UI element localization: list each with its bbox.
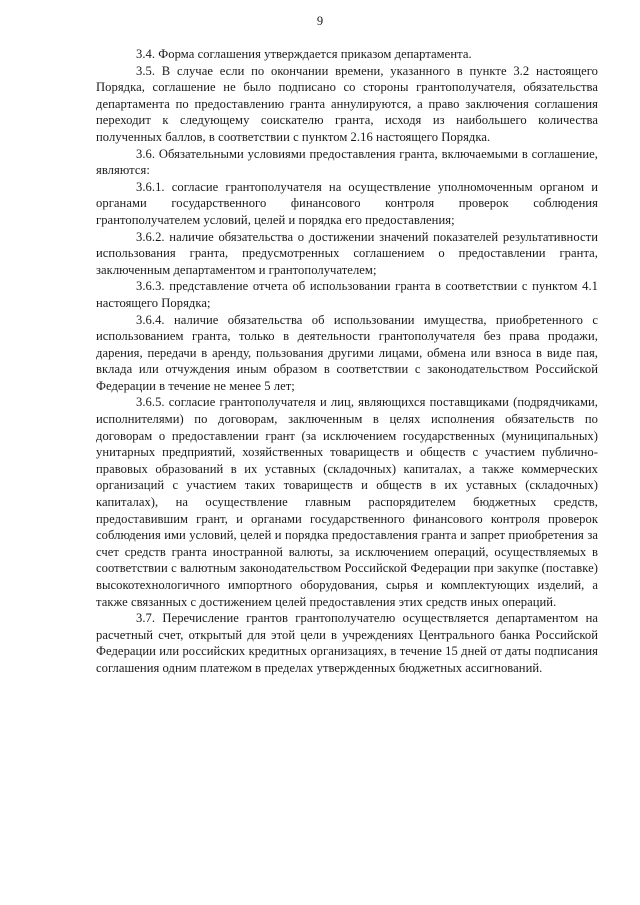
paragraph-3-6-3: 3.6.3. представление отчета об использовании гранта в соответствии с пунктом 4.1 настоящего Порядка;	[96, 279, 598, 310]
document-body	[96, 46, 598, 677]
page-number: 9	[316, 14, 324, 28]
paragraph-3-4: 3.4. Форма соглашения утверждается приказом департамента.	[136, 47, 472, 61]
paragraph-3-5: 3.5. В случае если по окончании времени, указанного в пункте 3.2 настоящего Порядка, соглашение не было подписано со стороны грантополучателя, обязательства департамента по предоставлению гранта аннулируются, а право заключения соглашения переходит к следующему соискателю гранта, исходя из наибольшего количества полученных баллов, в соответствии с пунктом 2.16 настоящего Порядка.	[96, 63, 598, 144]
paragraph-3-6-4: 3.6.4. наличие обязательства об использовании имущества, приобретенного с использованием гранта, только в деятельности грантополучателя без права продажи, дарения, передачи в аренду, пользования другими лицами, обмена или взноса в виде пая, вклада или отчуждения иным образом в соответствии с законодательством Российской Федерации в течение не менее 5 лет;	[96, 312, 598, 393]
paragraph-3-6: 3.6. Обязательными условиями предоставления гранта, включаемыми в соглашение, являются:	[96, 146, 598, 178]
paragraph-3-6-5: 3.6.5. согласие грантополучателя и лиц, являющихся поставщиками (подрядчиками, исполнителями) по договорам, заключенным в целях исполнения обязательств по договорам о предоставлении грант (за исключением государственных (муниципальных) унитарных предприятий, хозяйственных товариществ и обществ с участием публично-правовых образований в их уставных (складочных) капиталах, а также коммерческих организаций с участием таких товариществ и обществ в их уставных (складочных) капиталах), на осуществление главным распорядителем бюджетных средств, предоставившим грант, и органами государственного финансового контроля проверок соблюдения ими условий, целей и порядка предоставления гранта и запрет приобретения за счет средств гранта иностранной валюты, за исключением операций, осуществляемых в соответствии с валютным законодательством Российской Федерации при закупке (поставке) высокотехнологичного импортного оборудования, сырья и комплектующих изделий, а также связанных с достижением целей предоставления этих средств иных операций.	[96, 395, 598, 609]
paragraph-3-6-2: 3.6.2. наличие обязательства о достижении значений показателей результативности использования гранта, предусмотренных соглашением о предоставлении гранта, заключенным департаментом и грантополучателем;	[96, 229, 598, 277]
paragraph-3-6-1: 3.6.1. согласие грантополучателя на осуществление уполномоченным органом и органами государственного финансового контроля проверок соблюдения грантополучателем условий, целей и порядка его предоставления;	[96, 179, 598, 227]
paragraph-3-7: 3.7. Перечисление грантов грантополучателю осуществляется департаментом на расчетный счет, открытый для этой цели в учреждениях Центрального банка Российской Федерации или российских кредитных организациях, в течение 15 дней от даты подписания соглашения одним платежом в пределах утвержденных бюджетных ассигнований.	[96, 611, 598, 675]
